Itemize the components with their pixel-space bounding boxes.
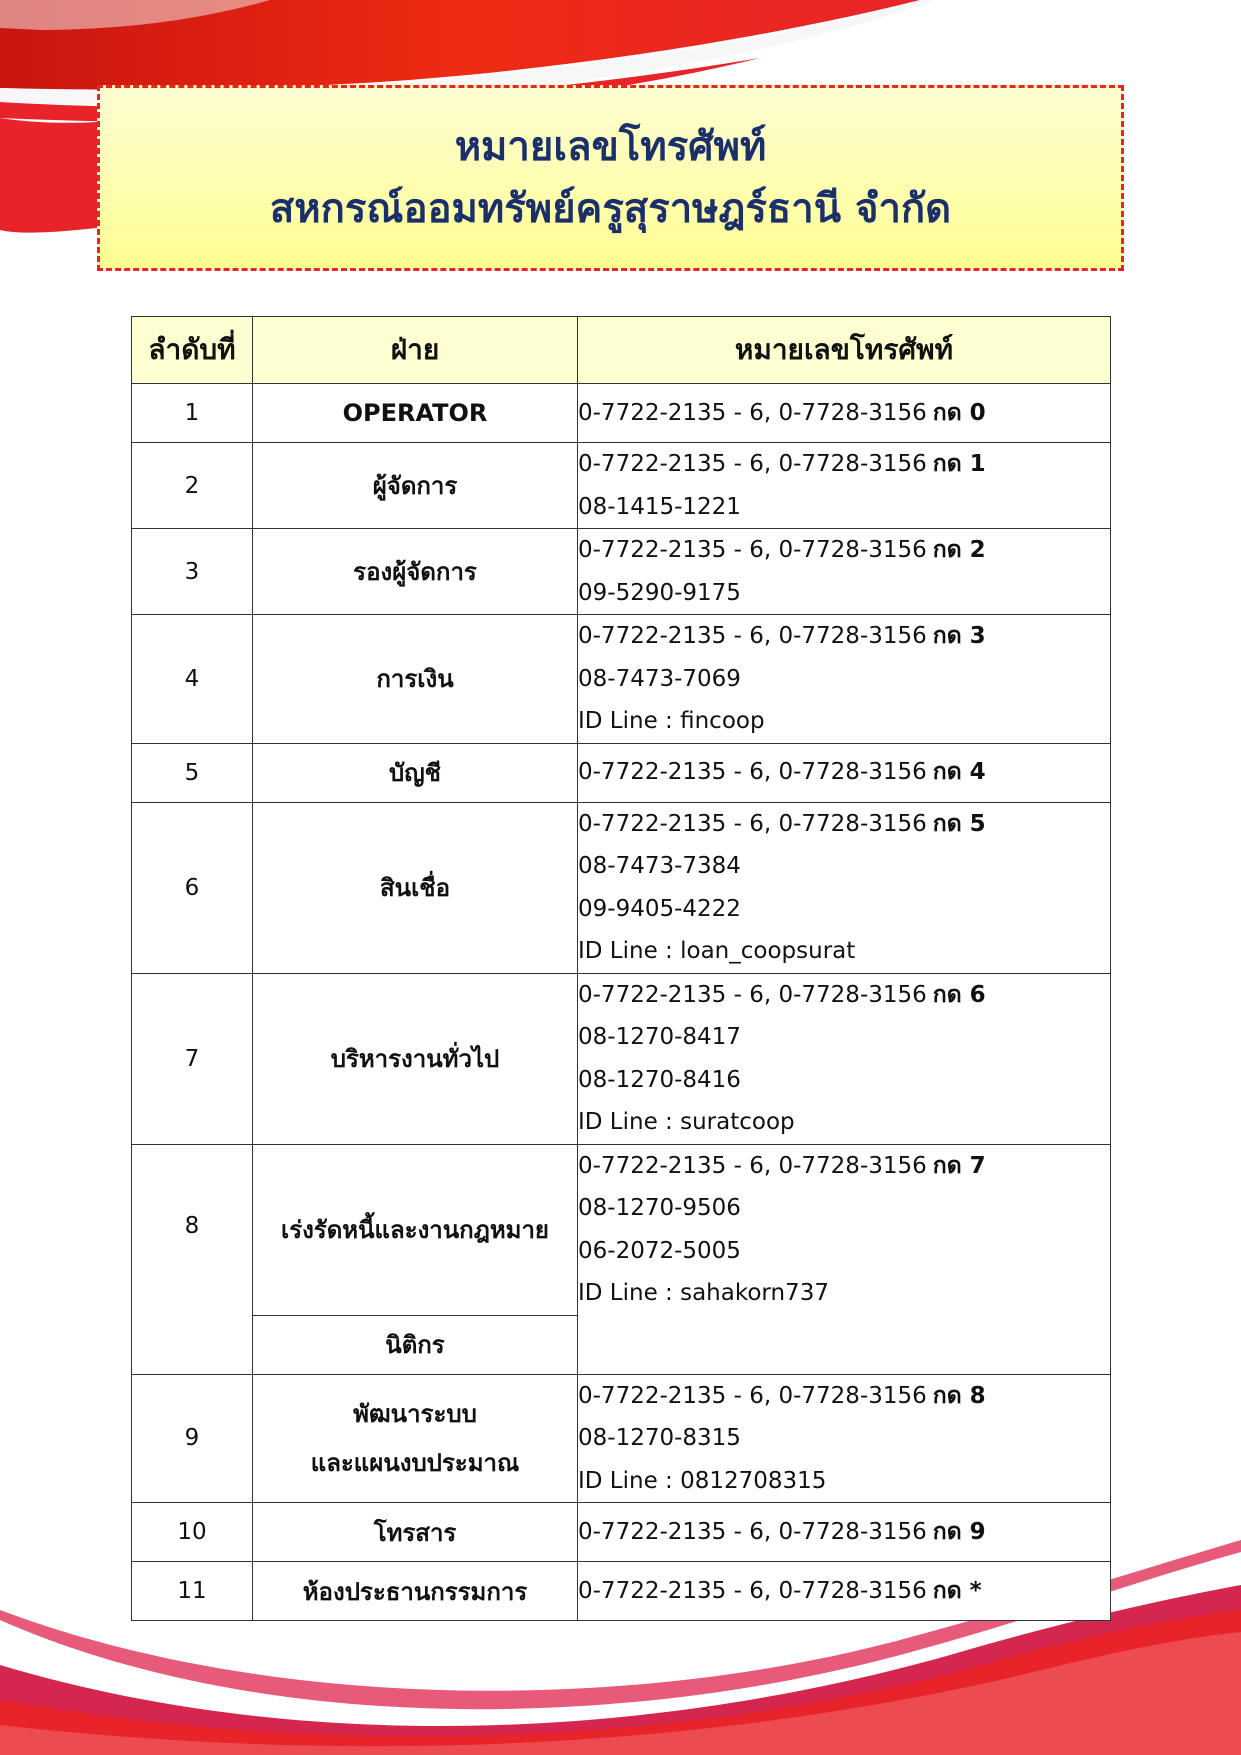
press-label: กด — [932, 1382, 962, 1409]
table-header-row — [132, 317, 1111, 384]
press-label: กด — [932, 1152, 962, 1179]
department-name: ห้องประธานกรรมการ — [253, 1562, 578, 1621]
main-number: 0-7722-2135 - 6, 0-7728-3156 — [578, 1518, 927, 1545]
row-number: 6 — [132, 802, 253, 973]
mobile-number: 09-9405-4222 — [578, 895, 741, 922]
line-id: ID Line : sahakorn737 — [578, 1280, 829, 1306]
table-row — [132, 973, 1111, 1144]
main-number: 0-7722-2135 - 6, 0-7728-3156 — [578, 810, 927, 837]
department-name: สินเชื่อ — [253, 802, 578, 973]
extension-key: 8 — [969, 1382, 986, 1409]
department-name: บัญชี — [253, 743, 578, 802]
row-number: 9 — [132, 1374, 253, 1503]
extension-key: 2 — [969, 537, 986, 563]
row-number: 10 — [132, 1503, 253, 1562]
main-number: 0-7722-2135 - 6, 0-7728-3156 — [578, 451, 927, 477]
department-name: ผู้จัดการ — [253, 443, 578, 529]
line-id: ID Line : fincoop — [578, 708, 765, 734]
table-row — [132, 529, 1111, 615]
press-label: กด — [932, 537, 962, 563]
extension-key: 5 — [969, 810, 986, 837]
extension-key: * — [969, 1577, 982, 1604]
row-number: 3 — [132, 529, 253, 615]
extension-key: 4 — [969, 759, 986, 786]
phone-cell — [578, 384, 1111, 443]
page-title: หมายเลขโทรศัพท์ — [454, 124, 767, 170]
line-id: ID Line : 0812708315 — [578, 1467, 827, 1494]
department-line-2: และแผนงบประมาณ — [310, 1449, 520, 1478]
main-number: 0-7722-2135 - 6, 0-7728-3156 — [578, 623, 927, 649]
phone-cell — [578, 615, 1111, 744]
row-number: 7 — [132, 973, 253, 1144]
mobile-number: 09-5290-9175 — [578, 579, 741, 606]
extension-key: 9 — [969, 1518, 986, 1545]
table-row — [132, 1503, 1111, 1562]
main-number: 0-7722-2135 - 6, 0-7728-3156 — [578, 399, 927, 426]
table-row — [132, 1374, 1111, 1503]
line-id: ID Line : loan_coopsurat — [578, 938, 856, 964]
extension-key: 0 — [969, 399, 986, 426]
mobile-number: 08-1270-8416 — [578, 1066, 741, 1093]
line-id: ID Line : suratcoop — [578, 1109, 795, 1135]
department-name: การเงิน — [253, 615, 578, 744]
row-number: 1 — [132, 384, 253, 443]
title-box — [97, 85, 1124, 271]
main-number: 0-7722-2135 - 6, 0-7728-3156 — [578, 759, 927, 786]
department-name: เร่งรัดหนี้และงานกฎหมาย — [253, 1144, 578, 1315]
header-number: ลำดับที่ — [132, 317, 253, 384]
press-label: กด — [932, 1518, 962, 1545]
table-row — [132, 802, 1111, 973]
department-line-1: พัฒนาระบบ — [353, 1400, 477, 1429]
mobile-number: 08-1270-8315 — [578, 1425, 741, 1451]
phone-cell — [578, 443, 1111, 529]
press-label: กด — [932, 399, 962, 426]
header-department: ฝ่าย — [253, 317, 578, 384]
mobile-number: 06-2072-5005 — [578, 1237, 741, 1264]
press-label: กด — [932, 810, 962, 837]
press-label: กด — [932, 1577, 962, 1604]
row-number: 2 — [132, 443, 253, 529]
department-name: โทรสาร — [253, 1503, 578, 1562]
department-name: รองผู้จัดการ — [253, 529, 578, 615]
phone-cell — [578, 802, 1111, 973]
press-label: กด — [932, 759, 962, 786]
mobile-number: 08-1270-8417 — [578, 1024, 741, 1050]
phone-cell — [578, 1144, 1111, 1374]
main-number: 0-7722-2135 - 6, 0-7728-3156 — [578, 1152, 927, 1179]
main-number: 0-7722-2135 - 6, 0-7728-3156 — [578, 981, 927, 1008]
phone-cell — [578, 529, 1111, 615]
row-number: 8 — [132, 1144, 253, 1374]
row-number: 11 — [132, 1562, 253, 1621]
phone-cell — [578, 1562, 1111, 1621]
department-sub-name: นิติกร — [253, 1315, 578, 1374]
phone-cell — [578, 743, 1111, 802]
press-label: กด — [932, 623, 962, 649]
main-number: 0-7722-2135 - 6, 0-7728-3156 — [578, 1382, 927, 1409]
extension-key: 7 — [969, 1152, 986, 1179]
row-number: 5 — [132, 743, 253, 802]
mobile-number: 08-1415-1221 — [578, 493, 741, 520]
extension-key: 6 — [969, 981, 986, 1008]
phone-cell — [578, 1374, 1111, 1503]
table-row — [132, 1562, 1111, 1621]
main-number: 0-7722-2135 - 6, 0-7728-3156 — [578, 537, 927, 563]
department-name: OPERATOR — [253, 384, 578, 443]
department-name: บริหารงานทั่วไป — [253, 973, 578, 1144]
phone-cell — [578, 1503, 1111, 1562]
table-row — [132, 743, 1111, 802]
extension-key: 3 — [969, 623, 986, 649]
table-row — [132, 1144, 1111, 1315]
press-label: กด — [932, 451, 962, 477]
department-name — [253, 1374, 578, 1503]
mobile-number: 08-7473-7069 — [578, 665, 741, 692]
phone-cell — [578, 973, 1111, 1144]
table-row — [132, 384, 1111, 443]
mobile-number: 08-1270-9506 — [578, 1195, 741, 1221]
organization-name: สหกรณ์ออมทรัพย์ครูสุราษฎร์ธานี จำกัด — [269, 186, 952, 232]
row-number: 4 — [132, 615, 253, 744]
header-phone: หมายเลขโทรศัพท์ — [578, 317, 1111, 384]
table-row — [132, 443, 1111, 529]
mobile-number: 08-7473-7384 — [578, 853, 741, 879]
press-label: กด — [932, 981, 962, 1008]
extension-key: 1 — [969, 451, 986, 477]
table-row — [132, 615, 1111, 744]
main-number: 0-7722-2135 - 6, 0-7728-3156 — [578, 1577, 927, 1604]
phone-directory-table — [131, 316, 1111, 1621]
